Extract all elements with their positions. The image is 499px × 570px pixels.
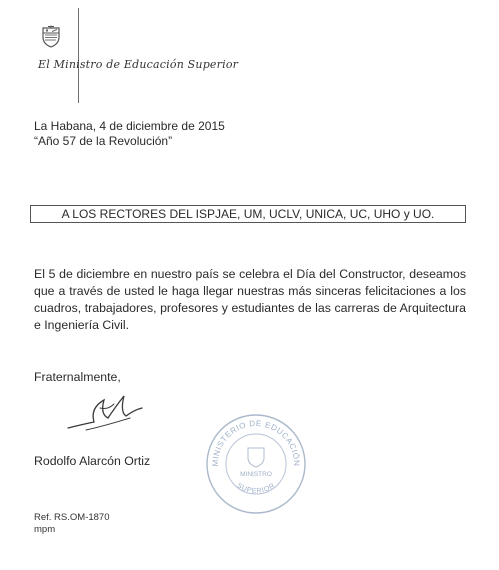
letter-body: El 5 de diciembre en nuestro país se celebra el Día del Constructor, deseamos que a través de usted le haga llegar nuestras más sinceras felicitaciones a los cuadros, trabajadores, profesores y estudiantes de las carreras de Arquitectura e Ingeniería Civil.: [34, 267, 466, 332]
seal-bottom-text: SUPERIOR: [235, 482, 277, 495]
seal-center-text: MINISTRO: [240, 471, 272, 478]
letterhead-divider: [78, 8, 79, 103]
reference: [34, 512, 110, 536]
reference-code: Ref. RS.OM-1870: [34, 512, 110, 523]
typist-initials: mpm: [34, 524, 56, 535]
seal-shield-icon: [248, 448, 264, 467]
signer-name: Rodolfo Alarcón Ortiz: [34, 454, 151, 468]
seal-top-text: MINISTERIO DE EDUCACIÓN: [210, 418, 302, 467]
handwritten-signature: [64, 388, 154, 436]
closing: Fraternalmente,: [34, 370, 121, 384]
letterhead-office: El Ministro de Educación Superior: [38, 58, 239, 71]
place-date: [34, 119, 225, 149]
coat-of-arms-icon: [40, 24, 62, 48]
recipient-heading: A LOS RECTORES DEL ISPJAE, UM, UCLV, UNICA, UC, UHO y UO.: [30, 205, 466, 223]
svg-text:SUPERIOR: [236, 482, 277, 495]
date-line: La Habana, 4 de diciembre de 2015: [34, 119, 225, 133]
official-seal-stamp: [204, 412, 308, 516]
year-motto: “Año 57 de la Revolución”: [34, 134, 173, 148]
